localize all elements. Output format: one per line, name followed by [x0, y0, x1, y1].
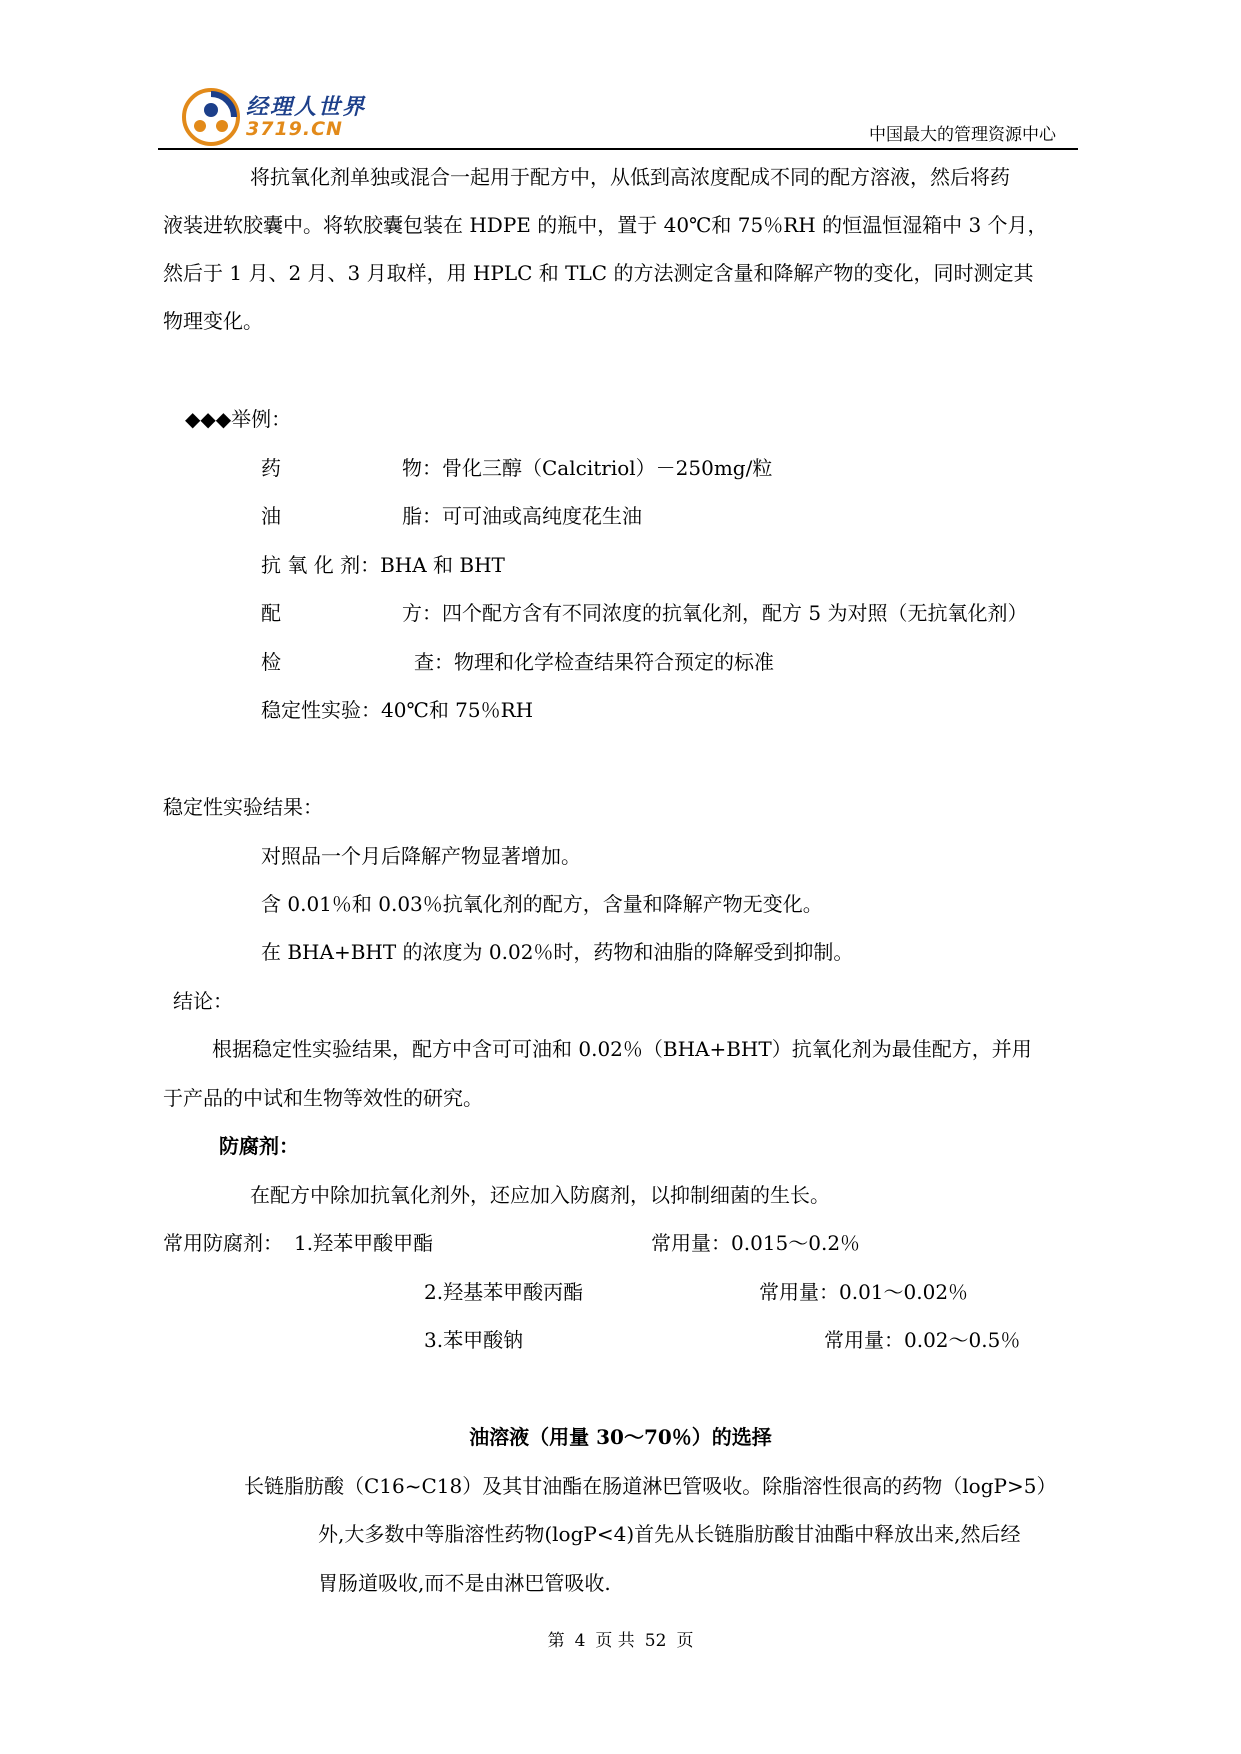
oil-solution-title: 油溶液（用量 30～70％）的选择 [469, 1425, 772, 1449]
preservative-item-dose: 常用量：0.02～0.5％ [824, 1328, 1021, 1352]
example-formula-label: 配 [261, 601, 281, 625]
preservative-common-label: 常用防腐剂： [163, 1231, 283, 1255]
preservative-item-dose: 常用量：0.015～0.2％ [651, 1231, 861, 1255]
preservative-heading: 防腐剂： [219, 1134, 299, 1158]
footer-page-number: 4 [574, 1631, 586, 1651]
logo-text-en: 3719.CN [246, 118, 343, 140]
example-oil-label: 油 [261, 504, 281, 528]
results-item-2: 含 0.01％和 0.03％抗氧化剂的配方，含量和降解产物无变化。 [261, 892, 823, 916]
preservative-item-name: 1.羟苯甲酸甲酯 [294, 1231, 434, 1255]
example-drug-label: 药 [261, 456, 281, 480]
oil-solution-line-1: 长链脂肪酸（C16~C18）及其甘油酯在肠道淋巴管吸收。除脂溶性很高的药物（logP>5） [244, 1474, 1057, 1498]
example-formula-value: 方：四个配方含有不同浓度的抗氧化剂，配方 5 为对照（无抗氧化剂） [402, 601, 1028, 625]
example-oil-value: 脂：可可油或高纯度花生油 [402, 504, 642, 528]
oil-solution-line-2: 外,大多数中等脂溶性药物(logP<4)首先从长链脂肪酸甘油酯中释放出来,然后经 [318, 1522, 1021, 1546]
results-item-1: 对照品一个月后降解产物显著增加。 [261, 844, 581, 868]
conclusion-line-1: 根据稳定性实验结果，配方中含可可油和 0.02％（BHA+BHT）抗氧化剂为最佳配方，并用 [212, 1037, 1032, 1061]
preservative-item-name: 3.苯甲酸钠 [424, 1328, 524, 1352]
logo-mark-icon [182, 88, 240, 146]
example-heading: ◆◆◆举例： [185, 407, 292, 431]
intro-line-3: 然后于 1 月、2 月、3 月取样，用 HPLC 和 TLC 的方法测定含量和降解产物的变化，同时测定其 [163, 261, 1034, 285]
preservative-item-name: 2.羟基苯甲酸丙酯 [424, 1280, 584, 1304]
oil-solution-line-3: 胃肠道吸收,而不是由淋巴管吸收. [318, 1571, 611, 1595]
logo-text-cn: 经理人世界 [246, 95, 367, 120]
header-divider [158, 148, 1078, 150]
example-check-label: 检 [261, 650, 281, 674]
header-tagline: 中国最大的管理资源中心 [869, 125, 1056, 145]
preservative-item-dose: 常用量：0.01～0.02％ [759, 1280, 969, 1304]
intro-line-1: 将抗氧化剂单独或混合一起用于配方中，从低到高浓度配成不同的配方溶液，然后将药 [250, 165, 1010, 189]
example-stability: 稳定性实验：40℃和 75％RH [261, 698, 534, 722]
results-item-3: 在 BHA+BHT 的浓度为 0.02％时，药物和油脂的降解受到抑制。 [261, 940, 854, 964]
footer-total-pages: 52 [644, 1631, 667, 1651]
example-drug-value: 物：骨化三醇（Calcitriol）－250mg/粒 [402, 456, 773, 480]
example-antioxidant: 抗 氧 化 剂：BHA 和 BHT [261, 553, 505, 577]
footer-suffix: 页 [676, 1631, 694, 1651]
footer-middle: 页 共 [595, 1631, 635, 1651]
results-heading: 稳定性实验结果： [163, 795, 323, 819]
intro-line-4: 物理变化。 [163, 309, 263, 333]
footer-prefix: 第 [547, 1631, 565, 1651]
conclusion-line-2: 于产品的中试和生物等效性的研究。 [163, 1086, 483, 1110]
conclusion-heading: 结论： [173, 989, 233, 1013]
intro-line-2: 液装进软胶囊中。将软胶囊包装在 HDPE 的瓶中，置于 40℃和 75％RH 的恒温恒湿箱中 3 个月， [163, 213, 1048, 237]
example-check-value: 查：物理和化学检查结果符合预定的标准 [414, 650, 774, 674]
page-footer [0, 1626, 1241, 1651]
preservative-intro: 在配方中除加抗氧化剂外，还应加入防腐剂，以抑制细菌的生长。 [250, 1183, 830, 1207]
